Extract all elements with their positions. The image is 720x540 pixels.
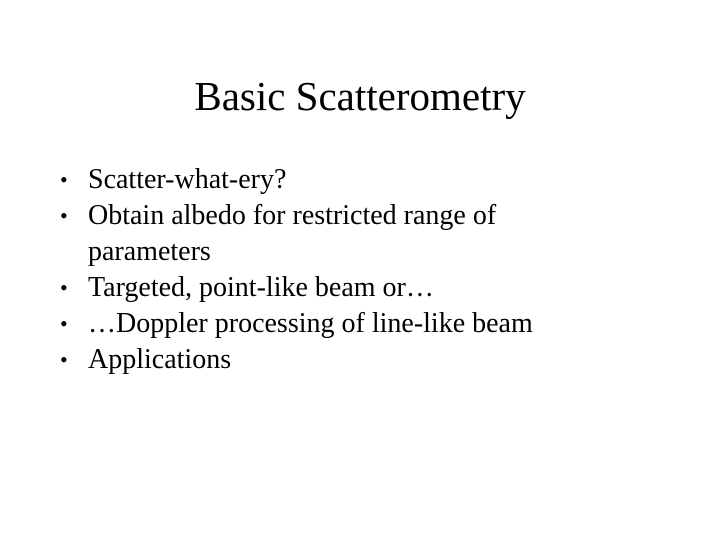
bullet-text: …Doppler processing of line-like beam bbox=[88, 308, 533, 339]
bullet-text: Applications bbox=[88, 344, 232, 375]
bullet-item bbox=[58, 162, 678, 198]
slide-title: Basic Scatterometry bbox=[194, 73, 526, 119]
bullet-text: Targeted, point-like beam or… bbox=[88, 272, 434, 303]
bullet-item bbox=[58, 270, 678, 306]
bullet-dot-icon: • bbox=[60, 347, 68, 372]
bullet-item bbox=[58, 198, 678, 270]
bullet-dot-icon: • bbox=[60, 311, 68, 336]
bullet-item bbox=[58, 342, 678, 378]
bullet-list bbox=[58, 162, 678, 378]
bullet-dot-icon: • bbox=[60, 275, 68, 300]
bullet-dot-icon: • bbox=[60, 203, 68, 228]
bullet-item bbox=[58, 306, 678, 342]
bullet-text: Obtain albedo for restricted range of parameters bbox=[88, 200, 497, 267]
bullet-text: Scatter-what-ery? bbox=[88, 164, 287, 195]
bullet-dot-icon: • bbox=[60, 167, 68, 192]
